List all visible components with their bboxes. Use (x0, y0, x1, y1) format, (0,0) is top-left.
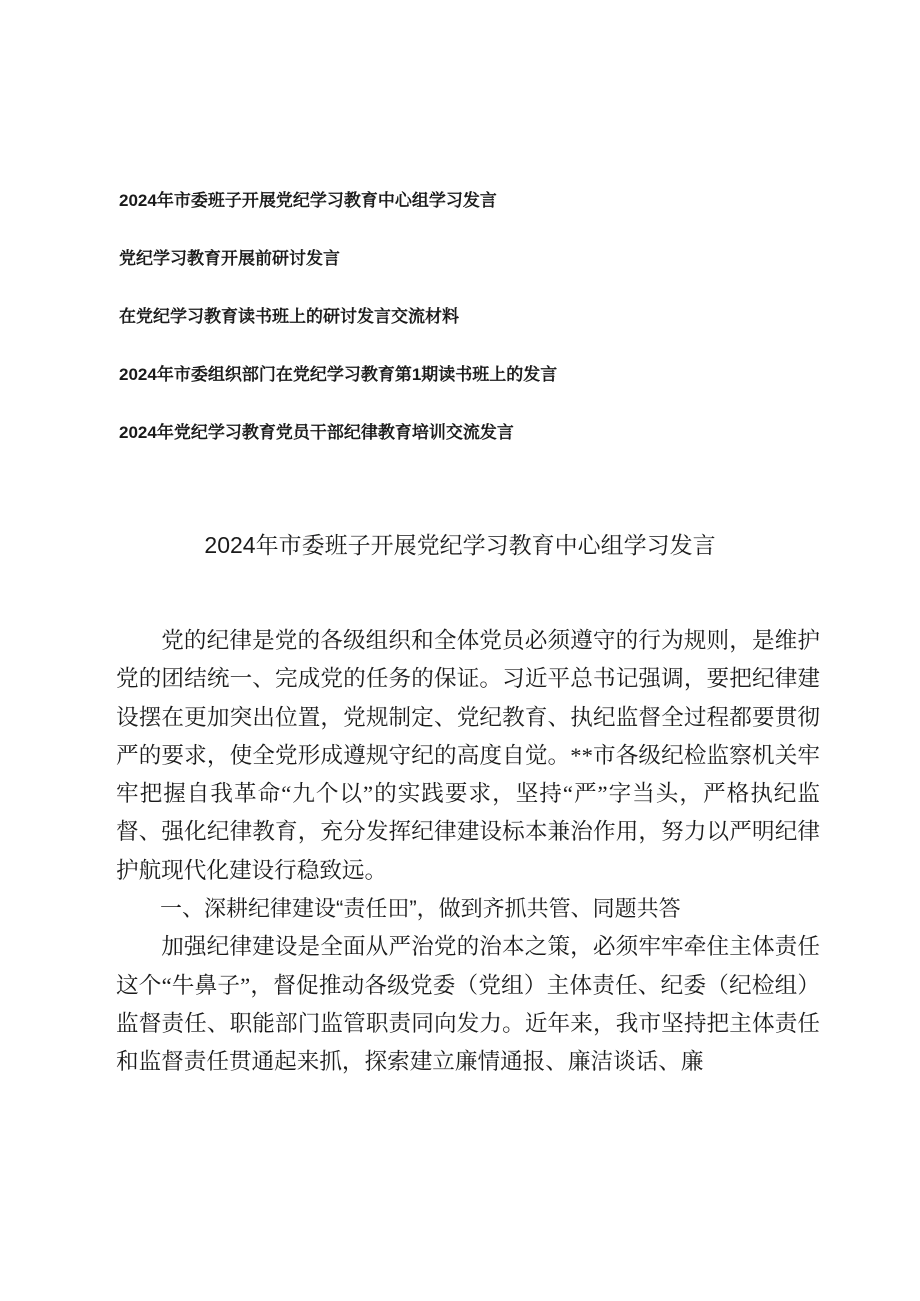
toc-item: 2024年市委班子开展党纪学习教育中心组学习发言 (119, 191, 497, 210)
section-heading: 一、深耕纪律建设“责任田”，做到齐抓共管、同题共答 (160, 896, 681, 922)
toc-item: 党纪学习教育开展前研讨发言 (119, 249, 340, 268)
toc-item: 2024年市委组织部门在党纪学习教育第1期读书班上的发言 (119, 365, 558, 384)
intro-paragraph: 党的纪律是党的各级组织和全体党员必须遵守的行为规则，是维护党的团结统一、完成党的任务的保证。习近平总书记强调，要把纪律建设摆在更加突出位置，党规制定、党纪教育、执纪监督全过程都要贯彻严的要求，使全党形成遵规守纪的高度自觉。**市各级纪检监察机关牢牢把握自我革命“九个以”的实践要求，坚持“严”字当头，严格执纪监督、强化纪律教育，充分发挥纪律建设标本兼治作用，努力以严明纪律护航现代化建设行稳致远。 (116, 628, 820, 883)
toc-item: 在党纪学习教育读书班上的研讨发言交流材料 (119, 307, 459, 326)
table-of-contents (119, 185, 819, 475)
toc-item: 2024年党纪学习教育党员干部纪律教育培训交流发言 (119, 423, 514, 442)
document-title: 2024年市委班子开展党纪学习教育中心组学习发言 (204, 532, 716, 558)
document-body (116, 622, 820, 1082)
section-paragraph: 加强纪律建设是全面从严治党的治本之策，必须牢牢牵住主体责任这个“牛鼻子”，督促推动各级党委（党组）主体责任、纪委（纪检组）监督责任、职能部门监管职责同向发力。近年来，我市坚持把主体责任和监督责任贯通起来抓，探索建立廉情通报、廉洁谈话、廉 (116, 934, 820, 1075)
